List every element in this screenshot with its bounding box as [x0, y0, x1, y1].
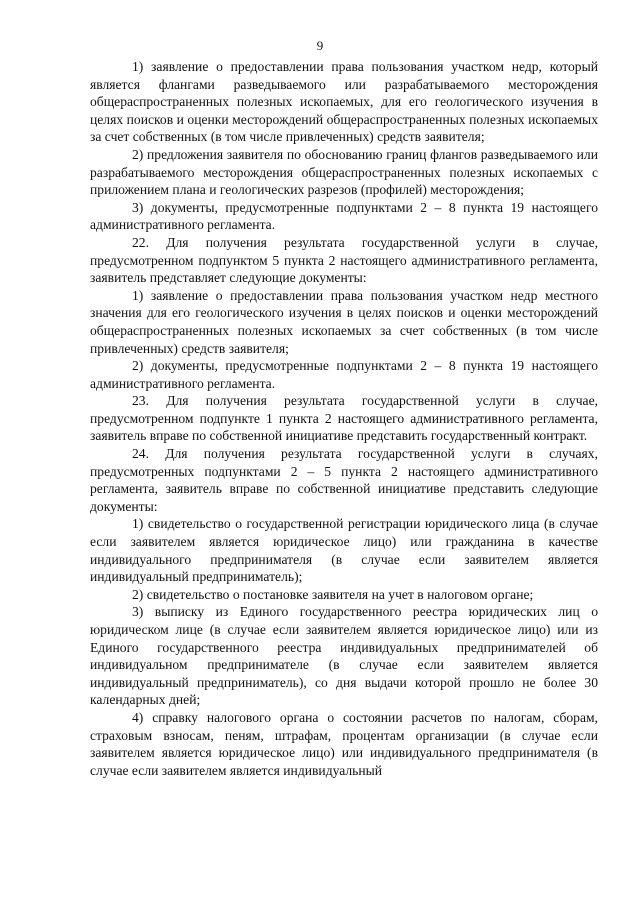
paragraph: 1) свидетельство о государственной регистрации юридического лица (в случае если заявителем является юридическое лицо) или гражданина в качестве индивидуального предпринимателя (в случае если заявителем является индивидуальный предприниматель); — [90, 516, 598, 585]
paragraph: 2) предложения заявителя по обоснованию границ флангов разведываемого или разрабатываемого месторождения общераспространенных полезных ископаемых с приложением плана и геологических разрезов (профилей) месторождения; — [90, 146, 598, 198]
paragraph: 2) документы, предусмотренные подпунктами 2 – 8 пункта 19 настоящего административного регламента. — [90, 358, 598, 391]
paragraph: 3) документы, предусмотренные подпунктами 2 – 8 пункта 19 настоящего административного регламента. — [90, 199, 598, 233]
paragraph: 1) заявление о предоставлении права пользования участком недр, который является флангами разведываемого или разрабатываемого месторождения общераспространенных полезных ископаемых, для его геологического изучения в целях поисков и оценки месторождений общераспространенных полезных ископаемых за счет собственных (в том числе привлеченных) средств заявителя; — [90, 59, 598, 145]
paragraph: 4) справку налогового органа о состоянии расчетов по налогам, сборам, страховым взносам, пеням, штрафам, процентам организации (в случае если заявителем является юридическое лицо) или индивидуального предпринимателя (в случае если заявителем является индивидуальный — [90, 709, 598, 778]
paragraph: 22. Для получения результата государственной услуги в случае, предусмотренном подпунктом 5 пункта 2 настоящего административного регламента, заявитель представляет следующие документы: — [90, 234, 598, 286]
page-number: 9 — [316, 38, 324, 53]
paragraph: 1) заявление о предоставлении права пользования участком недр местного значения для его геологического изучения в целях поисков и оценки месторождений общераспространенных полезных ископаемых за счет собственных (в том числе привлеченных) средств заявителя; — [90, 287, 598, 356]
paragraph: 24. Для получения результата государственной услуги в случаях, предусмотренных подпунктами 2 – 5 пункта 2 настоящего административного регламента, заявитель вправе по собственной инициативе представить следующие документы: — [90, 446, 598, 514]
paragraph: 23. Для получения результата государственной услуги в случае, предусмотренном подпункте 1 пункта 2 настоящего административного регламента, заявитель вправе по собственной инициативе представить государственный контракт. — [90, 393, 598, 444]
document-body — [90, 58, 598, 779]
paragraph: 3) выписку из Единого государственного реестра юридических лиц о юридическом лице (в случае если заявителем является юридическое лицо) или из Единого государственного реестра индивидуальных предпринимателей об индивидуальном предпринимателе (в случае если заявителем является индивидуальный предприниматель), со дня выдачи которой прошло не более 30 календарных дней; — [90, 604, 598, 708]
paragraph: 2) свидетельство о постановке заявителя на учет в налоговом органе; — [132, 586, 534, 602]
